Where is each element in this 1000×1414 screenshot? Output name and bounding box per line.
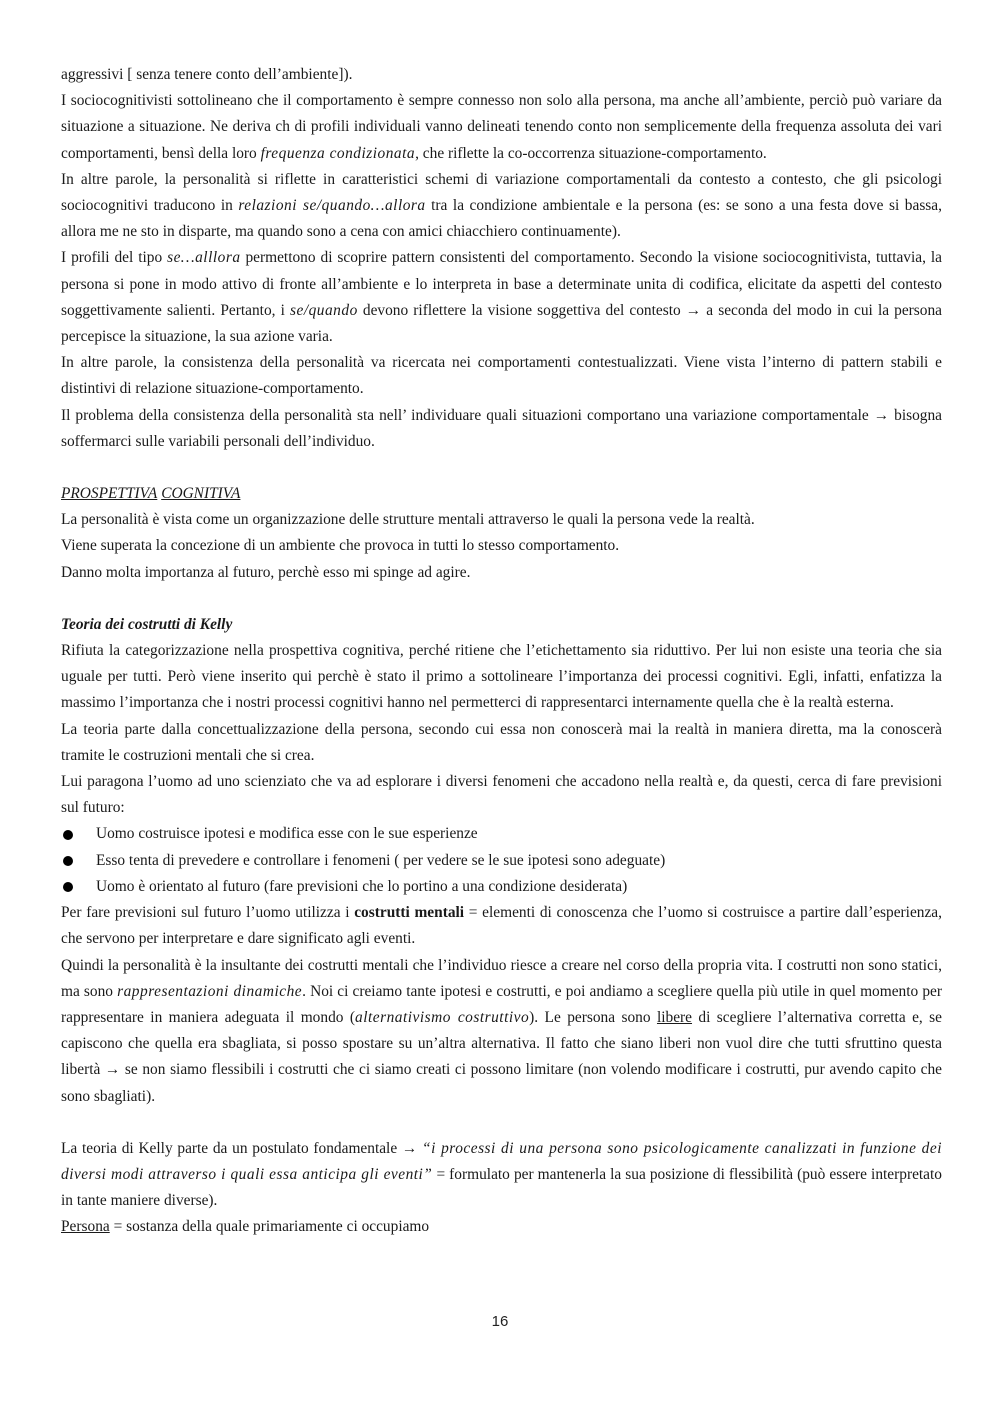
bullet-icon	[63, 830, 73, 840]
paragraph	[61, 769, 942, 821]
text-run: tra la condizione ambientale e la persona (es: se sono a una festa dove si bassa, allora me ne sto in disparte, ma quando sono a cena con amici chiacchiero continuamente).	[61, 197, 942, 241]
text-run: , che riflette la co-occorrenza situazione-comportamento.	[415, 144, 767, 162]
text-run: di scegliere l’alternativa corretta e, se capiscono che quella era sbagliata, si posso spostare su un’altra alternativa. Il fatto che siano liberi non vuol dire che tutti sfruttino questa libertà → se non siamo flessibili i costrutti che ci siamo creati ci possono limitare (non volendo modificare i costrutti, pur avendo capito che sono sbagliati).	[61, 1008, 942, 1105]
paragraph	[61, 953, 942, 1110]
text-run: I profili del tipo	[61, 249, 168, 267]
heading-text: Teoria dei costrutti di Kelly	[61, 615, 233, 633]
text-run: aggressivi [ senza tenere conto dell’ambiente]).	[61, 66, 353, 83]
text-run: In altre parole, la personalità si riflette in caratteristici schemi di variazione comportamentali da contesto a contesto, che gli psicologi sociocognitivi traducono in	[61, 170, 942, 215]
paragraph	[61, 403, 942, 455]
list-item-text: Esso tenta di prevedere e controllare i fenomeni ( per vedere se le sue ipotesi sono adeguate)	[96, 851, 666, 869]
text-run: devono riflettere la visione soggettiva del contesto → a seconda del modo in cui la persona percepisce la situazione, la sua azione varia.	[61, 301, 943, 346]
underlined-term: Persona	[61, 1218, 110, 1236]
paragraph	[61, 350, 942, 402]
paragraph	[61, 533, 942, 559]
italic-term: frequenza condizionata	[260, 144, 416, 162]
italic-term: alternativismo costruttivo	[355, 1008, 530, 1026]
text-run: . Noi ci creiamo tante ipotesi e costrutti, e poi andiamo a scegliere quella più utile in quel momento per rappresentare in maniera adeguata il mondo (	[61, 982, 942, 1026]
text-run: permettono di scoprire pattern consistenti del comportamento. Secondo la visione sociocognitivista, tuttavia, la persona si pone in modo attivo di fronte all’ambiente e lo interpreta in base a determinate unita di codifica, elicitate da aspetti del contesto soggettivamente salienti. Pertanto, i	[61, 249, 943, 319]
text-run: La teoria parte dalla concettualizzazione della persona, secondo cui essa non conoscerà mai la realtà in maniera diretta, ma la conoscerà tramite le costruzioni mentali che si crea.	[61, 720, 942, 764]
paragraph	[61, 717, 942, 769]
text-run: I sociocognitivisti sottolineano che il comportamento è sempre connesso non solo alla persona, ma anche all’ambiente, perciò può variare da situazione a situazione. Ne deriva ch di profili individuali vanno delineati tenendo conto non semplicemente della frequenza assoluta dei vari comportamenti, bensì della loro	[61, 92, 942, 162]
text-run: Danno molta importanza al futuro, perchè esso mi spinge ad agire.	[61, 563, 471, 581]
text-run: Viene superata la concezione di un ambiente che provoca in tutti lo stesso comportamento.	[61, 537, 620, 555]
list-item	[61, 874, 942, 900]
paragraph	[61, 167, 942, 246]
spacer	[61, 1110, 942, 1136]
bullet-icon	[63, 856, 73, 866]
italic-term: relazioni se/quando…allora	[238, 197, 426, 215]
bullet-list	[61, 821, 942, 900]
italic-term: se…alllora	[167, 249, 241, 267]
italic-quote: “i processi di una persona sono psicologicamente canalizzati in funzione dei diversi modi attraverso i quali essa anticipa gli eventi”	[61, 1139, 942, 1183]
list-item-text: Uomo costruisce ipotesi e modifica esse con le sue esperienze	[96, 825, 478, 843]
list-item	[61, 821, 942, 847]
document-page	[61, 62, 942, 1241]
text-run: Il problema della consistenza della personalità sta nell’ individuare quali situazioni comportano una variazione comportamentale → bisogna soffermarci sulle variabili personali dell’individuo.	[61, 406, 942, 450]
paragraph	[61, 900, 942, 952]
paragraph	[61, 1136, 942, 1215]
page-number: 16	[491, 1313, 509, 1330]
spacer	[61, 455, 942, 481]
text-run: = elementi di conoscenza che l’uomo si costruisce a partire dall’esperienza, che servono per interpretare e dare significato agli eventi.	[61, 904, 942, 948]
heading-word: COGNITIVA	[161, 485, 241, 503]
section-heading-cognitive	[61, 481, 942, 507]
text-run: Quindi la personalità è la insultante dei costrutti mentali che l’individuo riesce a creare nel corso della propria vita. I costrutti non sono statici, ma sono	[61, 956, 942, 1000]
text-run: La personalità è vista come un organizzazione delle strutture mentali attraverso le quali la persona vede la realtà.	[61, 511, 755, 529]
section-heading-kelly	[61, 612, 942, 638]
paragraph	[61, 560, 942, 586]
underlined-term: libere	[656, 1008, 693, 1026]
text-run: = sostanza della quale primariamente ci occupiamo	[109, 1218, 430, 1236]
paragraph	[61, 638, 942, 717]
heading-word: PROSPETTIVA	[61, 485, 158, 503]
spacer	[61, 586, 942, 612]
text-run: Rifiuta la categorizzazione nella prospettiva cognitiva, perché ritiene che l’etichettamento sia riduttivo. Per lui non esiste una teoria che sia uguale per tutti. Però viene inserito qui perchè è stato il primo a sottolineare l’importanza dei processi cognitivi. Egli, infatti, enfatizza la massimo l’importanza che i nostri processi cognitivi hanno nel permetterci di rappresentarci internamente quella che è la realtà esterna.	[61, 642, 942, 712]
text-run: Per fare previsioni sul futuro l’uomo utilizza i	[61, 904, 355, 922]
italic-term: rappresentazioni dinamiche	[117, 982, 303, 1000]
paragraph	[61, 245, 942, 350]
text-run: = formulato per mantenerla la sua posizione di flessibilità (può essere interpretato in tante maniere diverse).	[61, 1165, 942, 1210]
text-run: Lui paragona l’uomo ad uno scienziato che va ad esplorare i diversi fenomeni che accadono nella realtà e, da questi, cerca di fare previsioni sul futuro:	[61, 773, 942, 817]
paragraph	[61, 88, 942, 167]
list-item	[61, 848, 942, 874]
paragraph	[61, 1214, 942, 1240]
bold-term: costrutti mentali	[354, 904, 465, 922]
list-item-text: Uomo è orientato al futuro (fare previsioni che lo portino a una condizione desiderata)	[96, 877, 628, 895]
paragraph	[61, 62, 942, 88]
italic-term: se/quando	[290, 301, 358, 319]
text-run: In altre parole, la consistenza della personalità va ricercata nei comportamenti contestualizzati. Viene vista l’interno di pattern stabili e distintivi di relazione situazione-comportamento.	[61, 354, 942, 398]
bullet-icon	[63, 882, 73, 892]
paragraph	[61, 507, 942, 533]
text-run: ). Le persona sono	[529, 1008, 657, 1026]
text-run: La teoria di Kelly parte da un postulato fondamentale →	[61, 1139, 423, 1157]
